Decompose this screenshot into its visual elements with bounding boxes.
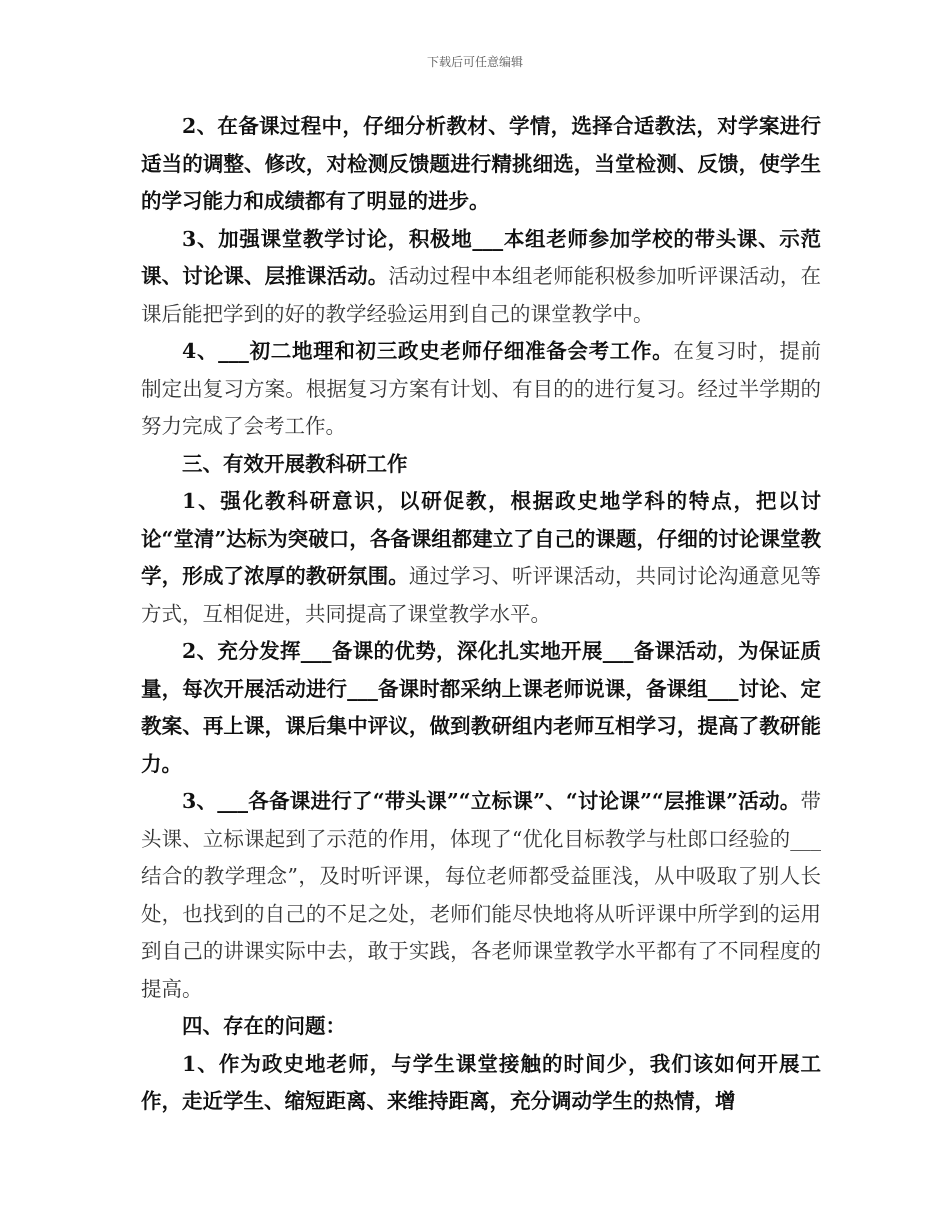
paragraph-bold-text: 1、强化教科研意识，以研促教，根据政史地学科的特点，把以讨论“堂清”达标为突破口，各备课组都建立了自己的课题，仔细的讨论课堂教学，形成了浓厚的教研氛围。 [141, 489, 821, 588]
paragraph-text: 活动过程中本组老师能积极参加听评课活动，在课后能把学到的好的教学经验运用到自己的课堂教学中。 [141, 264, 821, 326]
paragraph-text: 通过学习、听评课活动，共同讨论沟通意见等方式，互相促进，共同提高了课堂教学水平。 [141, 564, 821, 626]
paragraph-bold-text: 3、加强课堂教学讨论，积极地___本组老师参加学校的带头课、示范课、讨论课、层推课活动。 [141, 226, 821, 288]
paragraph [141, 783, 821, 1008]
paragraph [141, 1046, 821, 1121]
paragraph [141, 108, 821, 221]
page-header: 下载后可任意编辑 [426, 55, 523, 69]
paragraph-text: 带头课、立标课起到了示范的作用，体现了“优化目标教学与杜郎口经验的___结合的教学理念”，及时听评课，每位老师都受益匪浅，从中吸取了别人长处，也找到的自己的不足之处，老师们能尽快地将从听评课中所学到的运用到自己的讲课实际中去，敢于实践，各老师课堂教学水平都有了不同程度的提高。 [141, 789, 821, 1001]
paragraph-bold-text: 1、作为政史地老师，与学生课堂接触的时间少，我们该如何开展工作，走近学生、缩短距离、来维持距离，充分调动学生的热情，增 [141, 1051, 821, 1113]
paragraph [141, 221, 821, 334]
section-heading-text: 三、有效开展教科研工作 [182, 451, 408, 476]
paragraph [141, 483, 821, 633]
paragraph-bold-text: 3、___各备课进行了“带头课”“立标课”、“讨论课”“层推课”活动。 [182, 789, 801, 813]
paragraph-bold-text: 4、___初二地理和初三政史老师仔细准备会考工作。 [182, 339, 674, 363]
section-heading-text: 四、存在的问题： [182, 1014, 346, 1038]
paragraph [141, 333, 821, 446]
paragraph [141, 633, 821, 783]
section-heading [141, 1008, 821, 1046]
paragraph-bold-text: 2、充分发挥___备课的优势，深化扎实地开展___备课活动，为保证质量，每次开展活动进行___备课时都采纳上课老师说课，备课组___讨论、定教案、再上课，课后集中评议，做到教研组内老师互相学习，提高了教研能力。 [141, 639, 821, 776]
paragraph-text: 在复习时，提前制定出复习方案。根据复习方案有计划、有目的的进行复习。经过半学期的努力完成了会考工作。 [141, 339, 822, 438]
section-heading [141, 446, 821, 484]
paragraph-bold-text: 2、在备课过程中，仔细分析教材、学情，选择合适教法，对学案进行适当的调整、修改，对检测反馈题进行精挑细选，当堂检测、反馈，使学生的学习能力和成绩都有了明显的进步。 [141, 114, 821, 213]
document-body [141, 108, 821, 1121]
